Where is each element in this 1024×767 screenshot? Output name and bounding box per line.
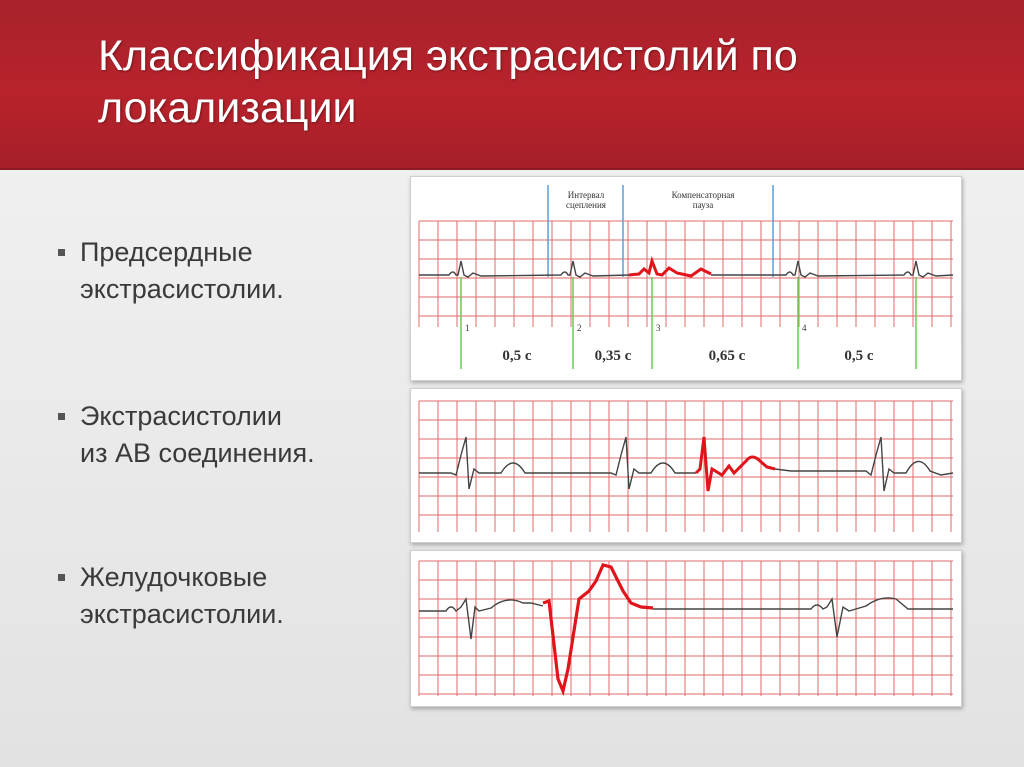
coupling-interval-label: Интервал сцепления [566,190,606,210]
ecg-strip-atrial [410,176,962,381]
bullet-marker [58,413,65,420]
title-bar [0,0,1024,170]
bullet-text: Экстрасистолии из АВ соединения. [80,401,315,468]
ecg-av-svg [411,389,961,542]
bullet-marker [58,249,65,256]
interval-label-1: 0,5 с [502,348,532,364]
ecg-grid [419,561,953,696]
marker-label-1: 1 [465,323,470,333]
ecg-vent-svg [411,551,961,706]
ecg-strip-ventricular [410,550,962,707]
ecg-atrial-svg [411,177,961,380]
ecg-trace-extrasystole [629,261,711,276]
bullet-text: Желудочковые экстрасистолии. [80,562,284,629]
slide-title: Классификация экстрасистолий по локализации [98,32,798,132]
ecg-trace-normal [419,437,696,489]
bullet-ventricular [58,559,408,633]
interval-label-4: 0,5 с [844,348,874,364]
ecg-strip-av-junction [410,388,962,543]
bullet-av-junction [58,398,408,472]
ecg-trace-normal [419,261,629,277]
interval-label-3: 0,65 с [708,348,746,364]
compensatory-pause-label: Компенсаторная пауза [671,190,735,210]
bullet-marker [58,574,65,581]
ecg-trace-extrasystole [696,437,775,491]
marker-label-2: 2 [577,323,582,333]
ecg-trace-normal [653,598,953,637]
marker-label-3: 3 [656,323,661,333]
interval-label-2: 0,35 с [594,348,632,364]
ecg-trace-normal [711,261,953,277]
bullet-text: Предсердные экстрасистолии. [80,237,284,304]
bullet-atrial [58,234,408,308]
marker-label-4: 4 [802,323,807,333]
ecg-trace-normal [775,437,953,491]
ecg-trace-extrasystole [543,565,653,691]
